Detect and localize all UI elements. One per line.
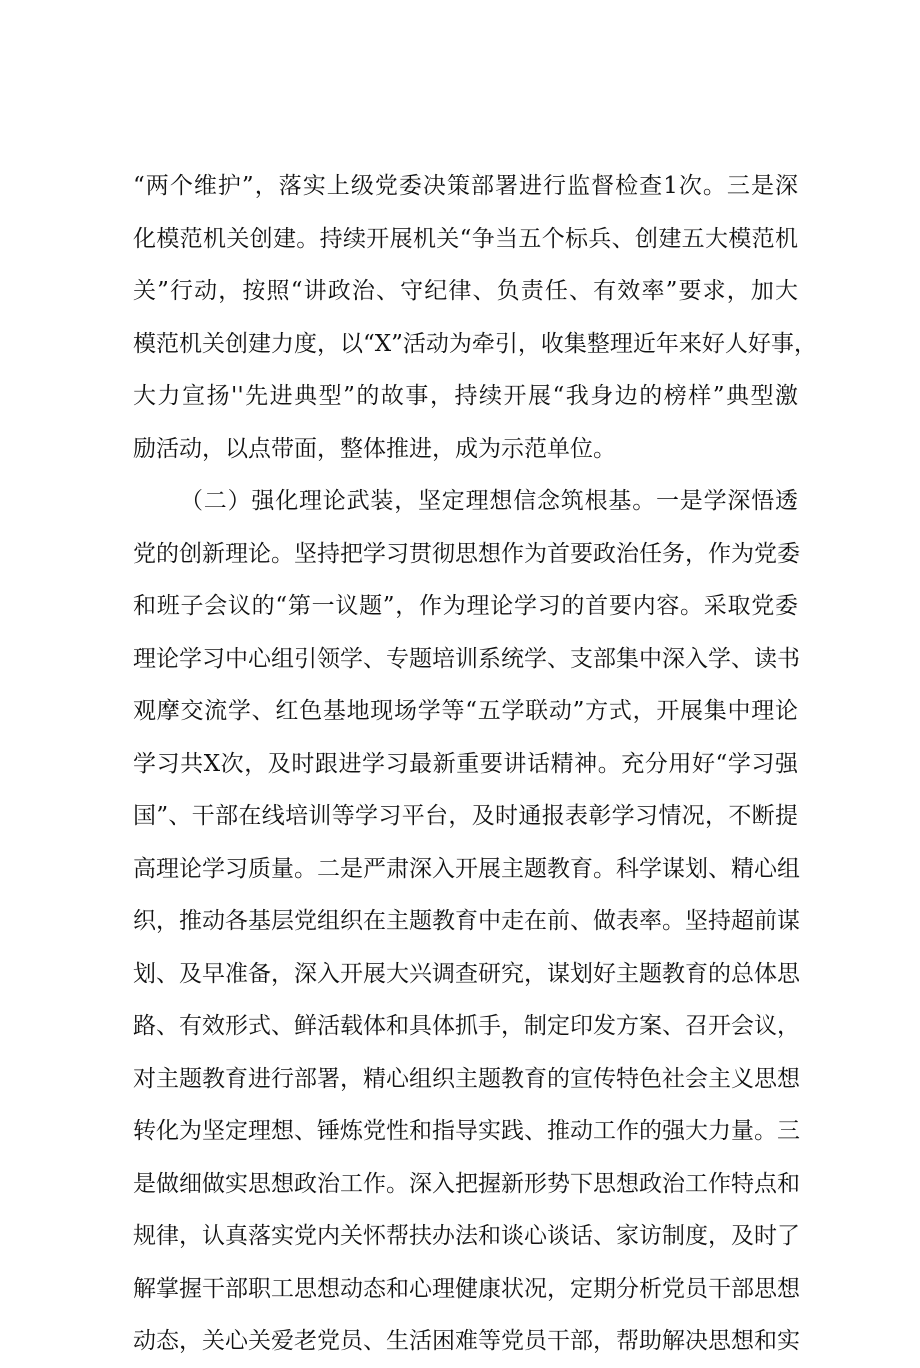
paragraph-1 (133, 160, 817, 475)
text-line: 转化为坚定理想、锤炼党性和指导实践、推动工作的强大力量。三 (133, 1118, 800, 1144)
text-line: 高理论学习质量。二是严肃深入开展主题教育。科学谋划、精心组 (133, 855, 800, 882)
text-line: “两个维护”，落实上级党委决策部署进行监督检查1次。三是深 (133, 173, 798, 199)
document-body (133, 160, 817, 1368)
text-line: 化模范机关创建。持续开展机关“争当五个标兵、创建五大模范机 (133, 225, 798, 252)
text-line: 对主题教育进行部署，精心组织主题教育的宣传特色社会主义思想 (133, 1065, 800, 1092)
text-line: 观摩交流学、红色基地现场学等“五学联动”方式，开展集中理论 (133, 698, 798, 724)
text-line: 党的创新理论。坚持把学习贯彻思想作为首要政治任务，作为党委 (133, 540, 800, 567)
text-line: 国”、干部在线培训等学习平台，及时通报表彰学习情况，不断提 (133, 803, 798, 829)
text-line: 解掌握干部职工思想动态和心理健康状况，定期分析党员干部思想 (133, 1275, 800, 1302)
text-line: 励活动，以点带面，整体推进，成为示范单位。 (133, 435, 616, 462)
text-line: 关”行动，按照“讲政治、守纪律、负责任、有效率”要求，加大 (133, 278, 798, 304)
text-line: 和班子会议的“第一议题”，作为理论学习的首要内容。采取党委 (133, 593, 798, 619)
text-line: 路、有效形式、鲜活载体和具体抓手，制定印发方案、召开会议， (133, 1013, 800, 1039)
text-line: 学习共X次，及时跟进学习最新重要讲话精神。充分用好“学习强 (133, 750, 798, 777)
text-line: 织，推动各基层党组织在主题教育中走在前、做表率。坚持超前谋 (133, 908, 800, 934)
text-line: 划、及早准备，深入开展大兴调查研究，谋划好主题教育的总体思 (133, 960, 800, 987)
text-line: 理论学习中心组引领学、专题培训系统学、支部集中深入学、读书 (133, 645, 800, 672)
text-line: 模范机关创建力度，以“X”活动为牵引，收集整理近年来好人好事， (133, 330, 817, 357)
text-line: 是做细做实思想政治工作。深入把握新形势下思想政治工作特点和 (133, 1170, 800, 1197)
text-line: 动态，关心关爱老党员、生活困难等党员干部，帮助解决思想和实 (133, 1328, 800, 1354)
paragraph-2 (133, 475, 798, 1368)
text-line: 大力宣扬''先进典型”的故事，持续开展“我身边的榜样”典型激 (133, 383, 798, 409)
section-heading-line: （二）强化理论武装，坚定理想信念筑根基。一是学深悟透 (180, 488, 798, 514)
text-line: 规律，认真落实党内关怀帮扶办法和谈心谈话、家访制度，及时了 (133, 1223, 800, 1249)
